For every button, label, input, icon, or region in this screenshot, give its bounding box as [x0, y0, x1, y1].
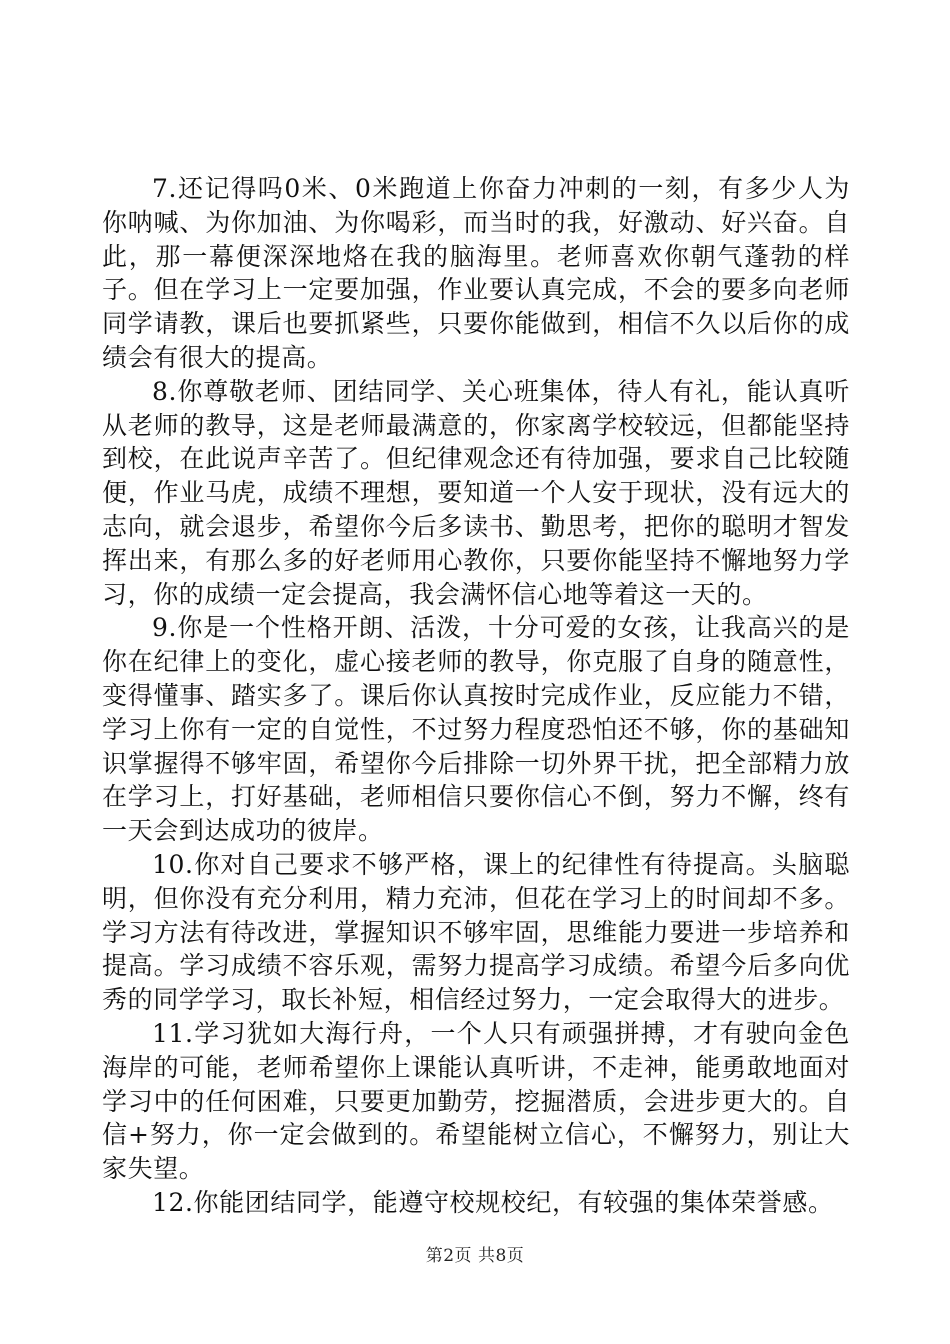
paragraph-7: 7.还记得吗0米、0米跑道上你奋力冲刺的一刻，有多少人为你呐喊、为你加油、为你喝彩，而当时的我，好激动、好兴奋。自此，那一幕便深深地烙在我的脑海里。老师喜欢你朝气蓬勃的样子。但在学习上一定要加强，作业要认真完成，不会的要多向老师同学请教，课后也要抓紧些，只要你能做到，相信不久以后你的成绩会有很大的提高。 [102, 174, 850, 372]
paragraph-10: 10.你对自己要求不够严格，课上的纪律性有待提高。头脑聪明，但你没有充分利用，精力充沛，但花在学习上的时间却不多。学习方法有待改进，掌握知识不够牢固，思维能力要进一步培养和提高。学习成绩不容乐观，需努力提高学习成绩。希望今后多向优秀的同学学习，取长补短，相信经过努力，一定会取得大的进步。 [102, 849, 850, 1015]
paragraph-12: 12.你能团结同学，能遵守校规校纪，有较强的集体荣誉感。 [152, 1187, 834, 1217]
paragraph-9: 9.你是一个性格开朗、活泼，十分可爱的女孩，让我高兴的是你在纪律上的变化，虚心接老师的教导，你克服了自身的随意性，变得懂事、踏实多了。课后你认真按时完成作业，反应能力不错，学习上你有一定的自觉性，不过努力程度恐怕还不够，你的基础知识掌握得不够牢固，希望你今后排除一切外界干扰，把全部精力放在学习上，打好基础，老师相信只要你信心不倒，努力不懈，终有一天会到达成功的彼岸。 [102, 613, 850, 846]
document-body [102, 172, 850, 1220]
paragraph-8: 8.你尊敬老师、团结同学、关心班集体，待人有礼，能认真听从老师的教导，这是老师最满意的，你家离学校较远，但都能坚持到校，在此说声辛苦了。但纪律观念还有待加强，要求自己比较随便，作业马虎，成绩不理想，要知道一个人安于现状，没有远大的志向，就会退步，希望你今后多读书、勤思考，把你的聪明才智发挥出来，有那么多的好老师用心教你，只要你能坚持不懈地努力学习，你的成绩一定会提高，我会满怀信心地等着这一天的。 [102, 376, 850, 609]
page-footer: 第2页 共8页 [425, 1246, 525, 1266]
paragraph-11: 11.学习犹如大海行舟，一个人只有顽强拼搏，才有驶向金色海岸的可能，老师希望你上课能认真听讲，不走神，能勇敢地面对学习中的任何困难，只要更加勤劳，挖掘潜质，会进步更大的。自信+努力，你一定会做到的。希望能树立信心，不懈努力，别让大家失望。 [102, 1018, 850, 1184]
